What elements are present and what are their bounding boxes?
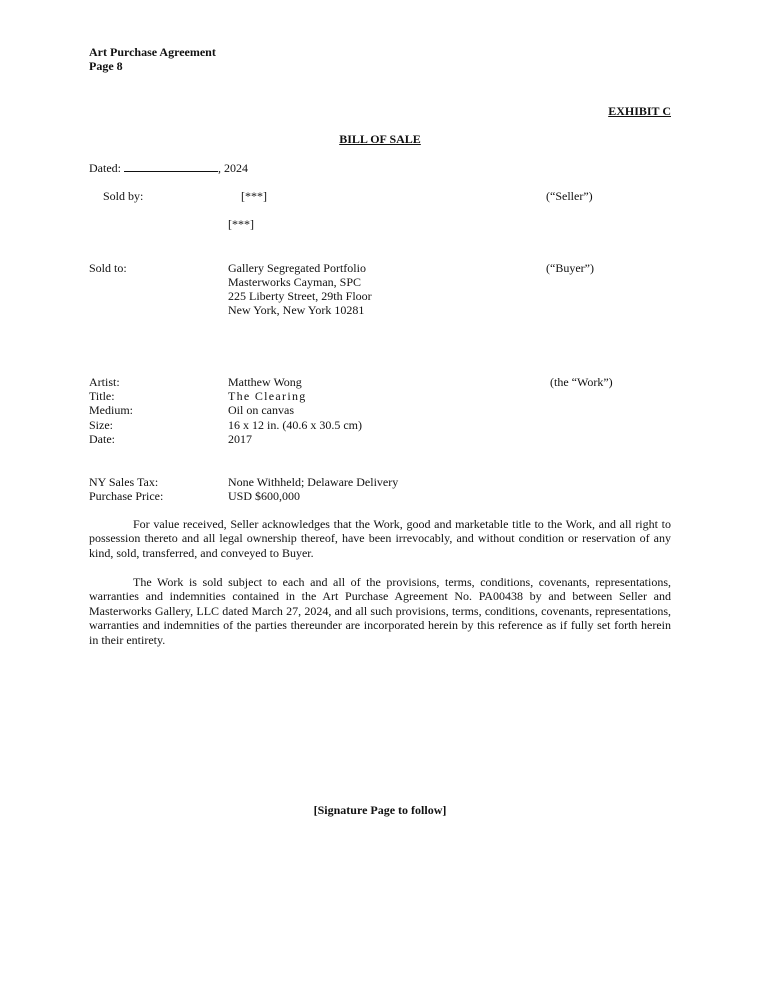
seller-name: [***]: [241, 189, 267, 203]
artist-label: Artist:: [89, 375, 120, 389]
header-page-number: Page 8: [89, 59, 123, 73]
sold-by-label: Sold by:: [103, 189, 144, 203]
seller-address: [***]: [228, 217, 254, 231]
sales-tax-value: None Withheld; Delaware Delivery: [228, 475, 399, 489]
medium-label: Medium:: [89, 403, 133, 417]
sold-to-label: Sold to:: [89, 261, 127, 275]
signature-page-note: [Signature Page to follow]: [313, 803, 447, 817]
medium-value: Oil on canvas: [228, 403, 294, 417]
dated-label: Dated:: [89, 161, 121, 175]
buyer-line: Masterworks Cayman, SPC: [228, 275, 361, 289]
terms-paragraph: The Work is sold subject to each and all of the provisions, terms, conditions, covenants, representations, warranties and indemnities contained in the Art Purchase Agreement No. PA00438 by and between Seller and Masterworks Gallery, LLC dated March 27, 2024, and all such provisions, terms, conditions, covenants, representations, warranties and indemnities of the parties thereunder are incorporated herein by this reference as if fully set forth herein in their entirety.: [89, 575, 671, 647]
buyer-line: 225 Liberty Street, 29th Floor: [228, 289, 372, 303]
date-blank-line: [124, 160, 218, 172]
title-label: Title:: [89, 389, 115, 403]
title-value: The Clearing: [228, 389, 307, 403]
seller-role: (“Seller”): [546, 189, 593, 203]
buyer-line: Gallery Segregated Portfolio: [228, 261, 366, 275]
size-value: 16 x 12 in. (40.6 x 30.5 cm): [228, 418, 362, 432]
dated-line: [89, 160, 248, 175]
work-role: (the “Work”): [550, 375, 613, 389]
artist-value: Matthew Wong: [228, 375, 302, 389]
exhibit-label: EXHIBIT C: [608, 104, 671, 118]
sales-tax-label: NY Sales Tax:: [89, 475, 159, 489]
conveyance-paragraph: For value received, Seller acknowledges that the Work, good and marketable title to the Work, and all right to possession thereto and all legal ownership thereof, have been irrevocably, and without condition or reservation of any kind, sold, transferred, and conveyed to Buyer.: [89, 517, 671, 560]
purchase-price-value: USD $600,000: [228, 489, 301, 503]
size-label: Size:: [89, 418, 113, 432]
buyer-line: New York, New York 10281: [228, 303, 365, 317]
dated-year: , 2024: [218, 161, 248, 175]
document-title: BILL OF SALE: [339, 132, 421, 146]
purchase-price-label: Purchase Price:: [89, 489, 164, 503]
date-value: 2017: [228, 432, 252, 446]
header-title: Art Purchase Agreement: [89, 45, 216, 59]
date-label: Date:: [89, 432, 115, 446]
buyer-role: (“Buyer”): [546, 261, 594, 275]
